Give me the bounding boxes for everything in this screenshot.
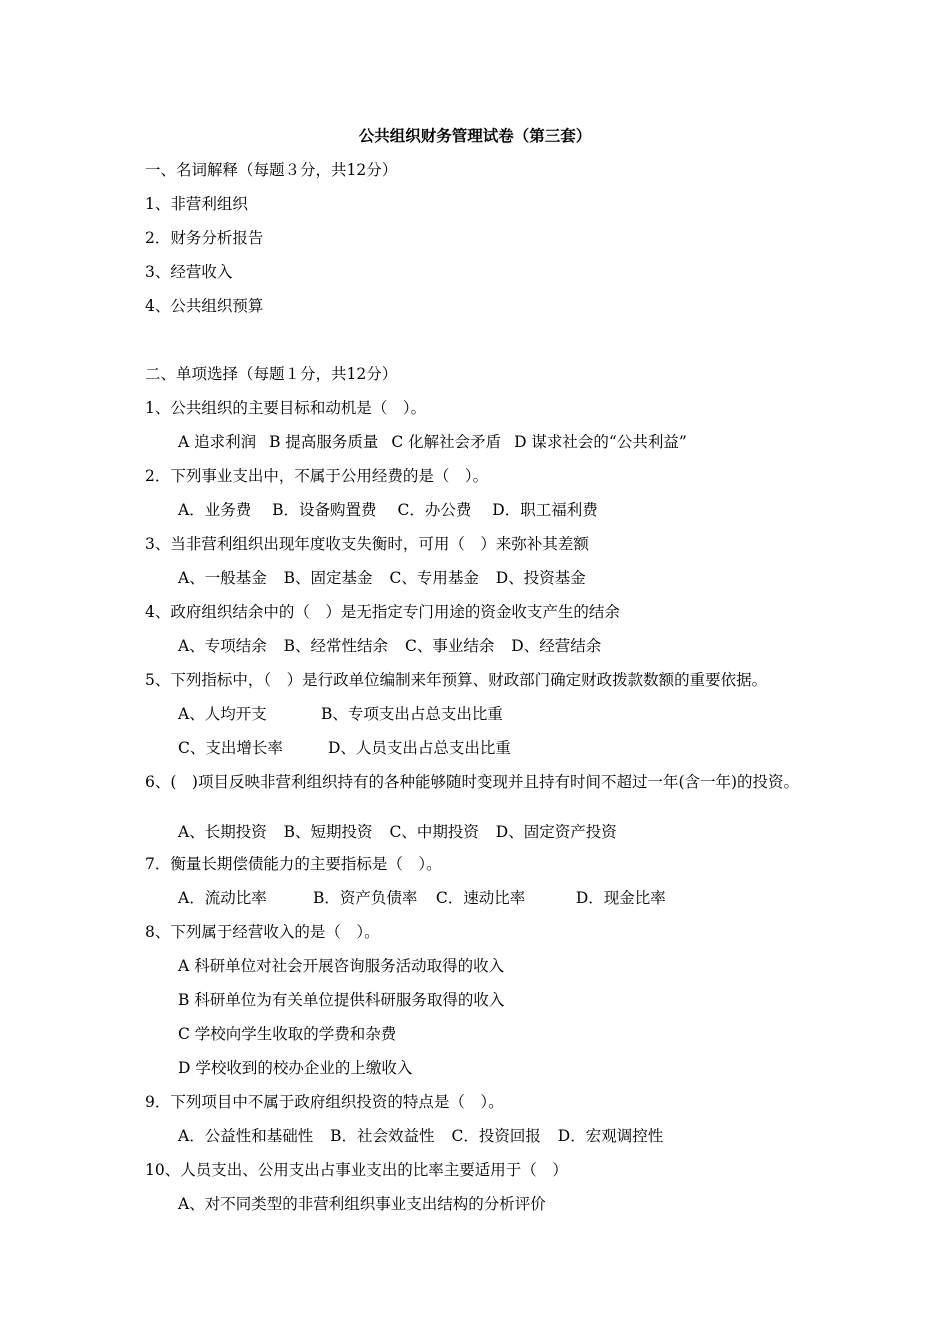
option: C、中期投资	[389, 823, 479, 841]
option: A．业务费	[178, 501, 252, 519]
question-text: 5、下列指标中，（ ）是行政单位编制来年预算、财政部门确定财政拨款数额的重要依据。	[145, 671, 768, 689]
option: A、对不同类型的非营利组织事业支出结构的分析评价	[178, 1195, 546, 1213]
question-options	[178, 500, 598, 520]
option: D 学校收到的校办企业的上缴收入	[178, 1059, 413, 1077]
section-1-heading: 一、名词解释（每题３分，共12分）	[145, 161, 398, 179]
term-item: 4、公共组织预算	[145, 297, 264, 315]
option: D．现金比率	[575, 889, 666, 907]
option: C．速动比率	[435, 889, 526, 907]
option: D、投资基金	[495, 569, 586, 587]
term-item: 3、经营收入	[145, 263, 233, 281]
option: C．投资回报	[451, 1127, 541, 1145]
question-options	[178, 888, 666, 908]
option: A．公益性和基础性	[178, 1127, 314, 1145]
option: A 科研单位对社会开展咨询服务活动取得的收入	[178, 957, 505, 975]
option: A、长期投资	[178, 823, 267, 841]
option: B．资产负债率	[312, 889, 418, 907]
question-text: 1、公共组织的主要目标和动机是（ ）。	[145, 399, 427, 417]
question-text: 6、( )项目反映非营利组织持有的各种能够随时变现并且持有时间不超过一年(含一年)的投资。	[145, 773, 800, 791]
option: A、专项结余	[178, 637, 267, 655]
question-text: 2．下列事业支出中，不属于公用经费的是（ ）。	[145, 467, 489, 485]
option: C 化解社会矛盾	[391, 433, 502, 451]
option: D、人员支出占总支出比重	[327, 739, 511, 757]
option: A、人均开支	[178, 705, 267, 723]
question-text: 4、政府组织结余中的（ ）是无指定专门用途的资金收支产生的结余	[145, 603, 620, 621]
question-options	[178, 568, 586, 588]
question-options	[178, 704, 503, 724]
question-options	[178, 1126, 663, 1146]
question-text: 8、下列属于经营收入的是（ ）。	[145, 923, 380, 941]
option: B、经常性结余	[283, 637, 389, 655]
option: C、事业结余	[404, 637, 495, 655]
option: B、短期投资	[283, 823, 373, 841]
option: D、固定资产投资	[495, 823, 617, 841]
question-options	[178, 822, 617, 842]
option: D．宏观调控性	[557, 1127, 664, 1145]
option: C、专用基金	[389, 569, 479, 587]
option: B．设备购置费	[272, 501, 377, 519]
question-text: 9．下列项目中不属于政府组织投资的特点是（ ）。	[145, 1093, 504, 1111]
question-text: 7．衡量长期偿债能力的主要指标是（ ）。	[145, 855, 442, 873]
option: D、经营结余	[511, 637, 602, 655]
term-item: 1、非营利组织	[145, 195, 248, 213]
option: B、专项支出占总支出比重	[320, 705, 503, 723]
option: B 科研单位为有关单位提供科研服务取得的收入	[178, 991, 505, 1009]
option: C．办公费	[397, 501, 472, 519]
section-2-heading: 二、单项选择（每题１分，共12分）	[145, 365, 398, 383]
option: D．职工福利费	[492, 501, 598, 519]
option: B．社会效益性	[330, 1127, 435, 1145]
option: A、一般基金	[178, 569, 267, 587]
page-title: 公共组织财务管理试卷（第三套）	[358, 126, 592, 145]
option: C、支出增长率	[178, 739, 283, 757]
option: C 学校向学生收取的学费和杂费	[178, 1025, 397, 1043]
option: B 提高服务质量	[269, 433, 379, 451]
question-text: 10、人员支出、公用支出占事业支出的比率主要适用于（ ）	[145, 1161, 568, 1179]
option: B、固定基金	[283, 569, 373, 587]
term-item: 2．财务分析报告	[145, 229, 264, 247]
question-options	[178, 636, 601, 656]
question-options	[178, 432, 687, 452]
option: A 追求利润	[178, 433, 257, 451]
option: D 谋求社会的“公共利益”	[514, 433, 687, 451]
option: A．流动比率	[178, 889, 267, 907]
question-options	[178, 738, 511, 758]
question-text: 3、当非营利组织出现年度收支失衡时，可用（ ）来弥补其差额	[145, 535, 589, 553]
